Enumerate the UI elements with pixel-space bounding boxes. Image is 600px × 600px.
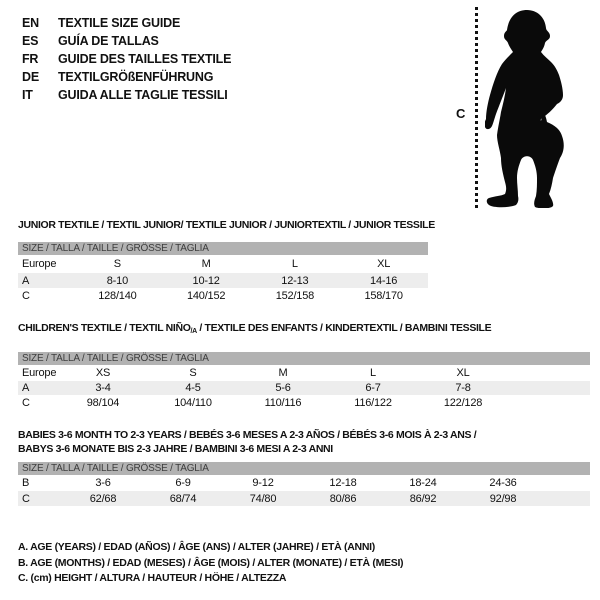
size-cell: M: [278, 367, 288, 379]
language-row-es: [22, 32, 231, 50]
table-row: [18, 288, 428, 303]
row-label: C: [22, 289, 30, 302]
language-row-de: [22, 68, 231, 86]
row-label: Europe: [22, 367, 57, 379]
language-row-it: [22, 86, 231, 104]
language-code: ES: [22, 34, 39, 48]
row-label: C: [22, 396, 30, 409]
babies-textile-section: [18, 428, 590, 506]
table-row: [18, 395, 590, 410]
value-cell: 128/140: [98, 289, 137, 302]
value-cell: 122/128: [443, 396, 483, 409]
size-cell: L: [291, 258, 298, 270]
value-cell: 98/104: [86, 396, 120, 409]
height-figure-area: [450, 0, 600, 215]
value-cell: 4-5: [185, 382, 201, 394]
language-row-fr: [22, 50, 231, 68]
value-cell: 152/158: [275, 289, 315, 302]
size-header-bar: SIZE / TALLA / TAILLE / GRÖSSE / TAGLIA: [18, 242, 428, 255]
language-label: TEXTILGRÖßENFÜHRUNG: [58, 70, 214, 84]
value-cell: 14-16: [370, 274, 398, 287]
language-code: DE: [22, 70, 39, 84]
row-label: A: [22, 382, 30, 394]
table-row: [18, 273, 428, 288]
height-dashed-line: [475, 7, 478, 208]
table-row: [18, 381, 590, 395]
language-label: TEXTILE SIZE GUIDE: [58, 16, 181, 30]
value-cell: 104/110: [174, 396, 212, 409]
value-cell: 10-12: [192, 274, 220, 287]
value-cell: 62/68: [89, 492, 117, 505]
title-text: / TEXTILE DES ENFANTS / KINDERTEXTIL / BAMBINI TESSILE: [196, 322, 492, 334]
size-cell: L: [370, 367, 376, 379]
value-cell: 110/116: [264, 396, 302, 409]
title-text: CHILDREN'S TEXTILE / TEXTIL NIÑO: [18, 322, 191, 334]
value-cell: 3-6: [95, 477, 111, 489]
height-measure-label: C: [456, 106, 466, 121]
row-label: Europe: [22, 258, 57, 270]
size-cell: XL: [456, 367, 470, 379]
title-subscript: /A: [190, 328, 197, 335]
language-row-en: [22, 14, 231, 32]
size-header-bar: SIZE / TALLA / TAILLE / GRÖSSE / TAGLIA: [18, 352, 590, 365]
language-label: GUIDE DES TAILLES TEXTILE: [58, 52, 232, 66]
footnote-list: [18, 540, 403, 587]
footnote-c: C. (cm) HEIGHT / ALTURA / HAUTEUR / HÖHE / ALTEZZA: [18, 572, 287, 584]
language-code: FR: [22, 52, 39, 66]
table-row: [18, 365, 590, 381]
language-code: EN: [22, 16, 39, 30]
junior-textile-section: [18, 219, 435, 303]
value-cell: 5-6: [275, 382, 291, 394]
value-cell: 9-12: [252, 477, 274, 489]
value-cell: 92/98: [489, 492, 517, 505]
value-cell: 24-36: [489, 477, 517, 489]
language-code: IT: [22, 88, 33, 102]
value-cell: 80/86: [329, 492, 357, 505]
row-label: A: [22, 274, 30, 287]
size-header-bar: SIZE / TALLA / TAILLE / GRÖSSE / TAGLIA: [18, 462, 590, 475]
toddler-silhouette-icon: [485, 8, 575, 208]
children-textile-section: [18, 322, 590, 410]
value-cell: 68/74: [169, 492, 197, 505]
value-cell: 12-18: [329, 477, 357, 489]
title-line-1: BABIES 3-6 MONTH TO 2-3 YEARS / BEBÉS 3-6 MESES A 2-3 AÑOS / BÉBÉS 3-6 MOIS À 2-3 ANS /: [18, 429, 477, 441]
value-cell: 18-24: [409, 477, 437, 489]
title-line-2: BABYS 3-6 MONATE BIS 2-3 JAHRE / BAMBINI 3-6 MESI A 2-3 ANNI: [18, 443, 333, 455]
value-cell: 7-8: [455, 382, 471, 394]
table-row: [18, 475, 590, 491]
size-cell: S: [189, 367, 197, 379]
size-cell: XL: [377, 258, 391, 270]
value-cell: 74/80: [249, 492, 277, 505]
value-cell: 3-4: [95, 382, 111, 394]
language-label: GUIDA ALLE TAGLIE TESSILI: [58, 88, 228, 102]
row-label: C: [22, 492, 30, 505]
value-cell: 12-13: [281, 274, 309, 287]
value-cell: 6-7: [365, 382, 381, 394]
footnote-b: B. AGE (MONTHS) / EDAD (MESES) / ÂGE (MOIS) / ALTER (MONATE) / ETÀ (MESI): [18, 556, 404, 569]
language-list: [22, 14, 231, 104]
row-label: B: [22, 477, 30, 489]
value-cell: 140/152: [186, 289, 226, 302]
value-cell: 6-9: [175, 477, 191, 489]
size-cell: XS: [95, 367, 111, 379]
size-cell: M: [201, 258, 211, 270]
language-label: GUÍA DE TALLAS: [58, 34, 159, 48]
value-cell: 158/170: [364, 289, 403, 302]
babies-section-title: [18, 428, 590, 456]
children-section-title: [18, 322, 590, 338]
size-cell: S: [113, 258, 121, 270]
junior-section-title: JUNIOR TEXTILE / TEXTIL JUNIOR/ TEXTILE JUNIOR / JUNIORTEXTIL / JUNIOR TESSILE: [18, 219, 435, 231]
value-cell: 8-10: [106, 274, 128, 287]
value-cell: 116/122: [354, 396, 392, 409]
footnote-a: A. AGE (YEARS) / EDAD (AÑOS) / ÂGE (ANS) / ALTER (JAHRE) / ETÀ (ANNI): [18, 541, 375, 553]
table-row: [18, 255, 428, 273]
table-row: [18, 491, 590, 506]
value-cell: 86/92: [409, 492, 437, 505]
